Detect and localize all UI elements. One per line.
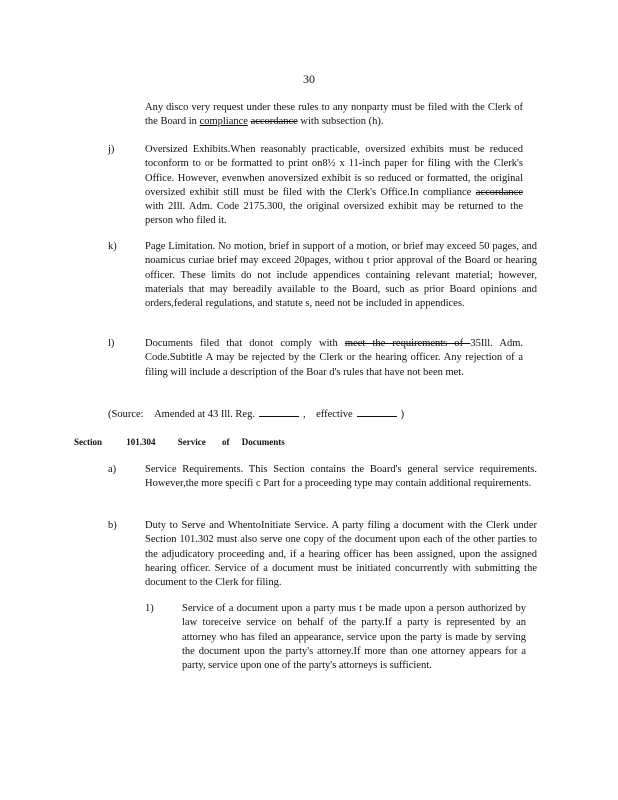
source-amended: Amended at 43 Ill. Reg. <box>154 409 255 420</box>
item-l-paragraph <box>145 337 523 380</box>
item-j-text-end: with 2Ill. Adm. Code 2175.300, the original oversized exhibit may be returned to the person who filed it. <box>145 201 523 227</box>
item-b1-label: 1) <box>145 603 154 614</box>
section-heading <box>74 436 285 448</box>
source-prefix: (Source: <box>108 409 144 420</box>
section-number: 101.304 <box>126 437 156 447</box>
source-effective: effective <box>316 409 353 420</box>
struck-text: accordance <box>250 116 298 128</box>
item-b-paragraph: Duty to Serve and WhentoInitiate Service. A party filing a document with the Clerk under Section 101.302 must also serve one copy of the document upon each of the other parties to the adjudicatory proceeding and, if a hearing officer has been assigned, upon the assigned hearing officer. Service of a document must be initiated concurrently with submitting the document to the Clerk for filing. <box>145 520 537 589</box>
item-l-text-end: 35Ill. Adm. Code.Subtitle A may be rejected by the Clerk or the hearing officer. Any rejection of a filing will include a description of the Boar d's rules that have not been met. <box>145 338 523 378</box>
item-l-text: Documents filed that donot comply with <box>145 338 345 349</box>
inserted-text: compliance <box>199 116 248 128</box>
section-title-1: Service <box>177 437 206 447</box>
intro-paragraph <box>145 101 523 130</box>
item-j-title: Oversized Exhibits. <box>145 144 231 155</box>
item-k-paragraph: Page Limitation. No motion, brief in support of a motion, or brief may exceed 50 pages, and noamicus curiae brief may exceed 20pages, withou t prior approval of the Board or hearing officer. These limits do not include appendices containing relevant material; however, materials that may bereadily available to the Board, such as prior Board opinions and orders,federal regulations, and statute s, need not be included in appendices. <box>145 241 537 310</box>
section-word: Section <box>74 437 102 447</box>
item-l-struck-text: meet the requirements of <box>344 338 471 349</box>
item-k-label: k) <box>108 241 117 252</box>
intro-text-end: with subsection (h). <box>297 116 384 128</box>
source-comma: , <box>302 409 306 420</box>
intro-text: Any disco very request under these rules to any nonparty must be filed with the Clerk of the Board in <box>145 102 523 128</box>
item-a-label: a) <box>108 464 117 475</box>
source-suffix: ) <box>400 409 405 420</box>
register-blank <box>259 407 299 417</box>
item-b1-paragraph: Service of a document upon a party mus t be made upon a person authorized by law toreceive service on behalf of the party.If a party is represented by an attorney who has filed an appearance, service upon the party is made by serving the document upon the party's attorney.If more than one attorney appears for a party, service upon one of the party's attorneys is sufficient. <box>182 603 526 672</box>
section-title-3: Documents <box>241 437 285 447</box>
item-j-text: When reasonably practicable, oversized exhibits must be reduced toconform to or be formatted to print on8½ x 11-inch paper for filing with the Clerk's Office. However, evenwhen anoversized exhibit is so reduced or formatted, the original oversized exhibit still must be filed with the Clerk's Office.In compliance <box>145 144 523 198</box>
page-number: 30 <box>303 72 315 86</box>
effective-blank <box>357 407 397 417</box>
item-a-paragraph: Service Requirements. This Section contains the Board's general service requirements. However,the more specifi c Part for a proceeding type may contain additional requirements. <box>145 464 537 490</box>
item-j-struck-text: accordance <box>475 186 523 198</box>
item-j-paragraph <box>145 143 523 229</box>
section-title-2: of <box>221 437 230 447</box>
item-j-label: j) <box>108 144 115 155</box>
source-note <box>108 407 404 422</box>
item-l-label: l) <box>108 338 115 349</box>
item-b-label: b) <box>108 520 117 531</box>
